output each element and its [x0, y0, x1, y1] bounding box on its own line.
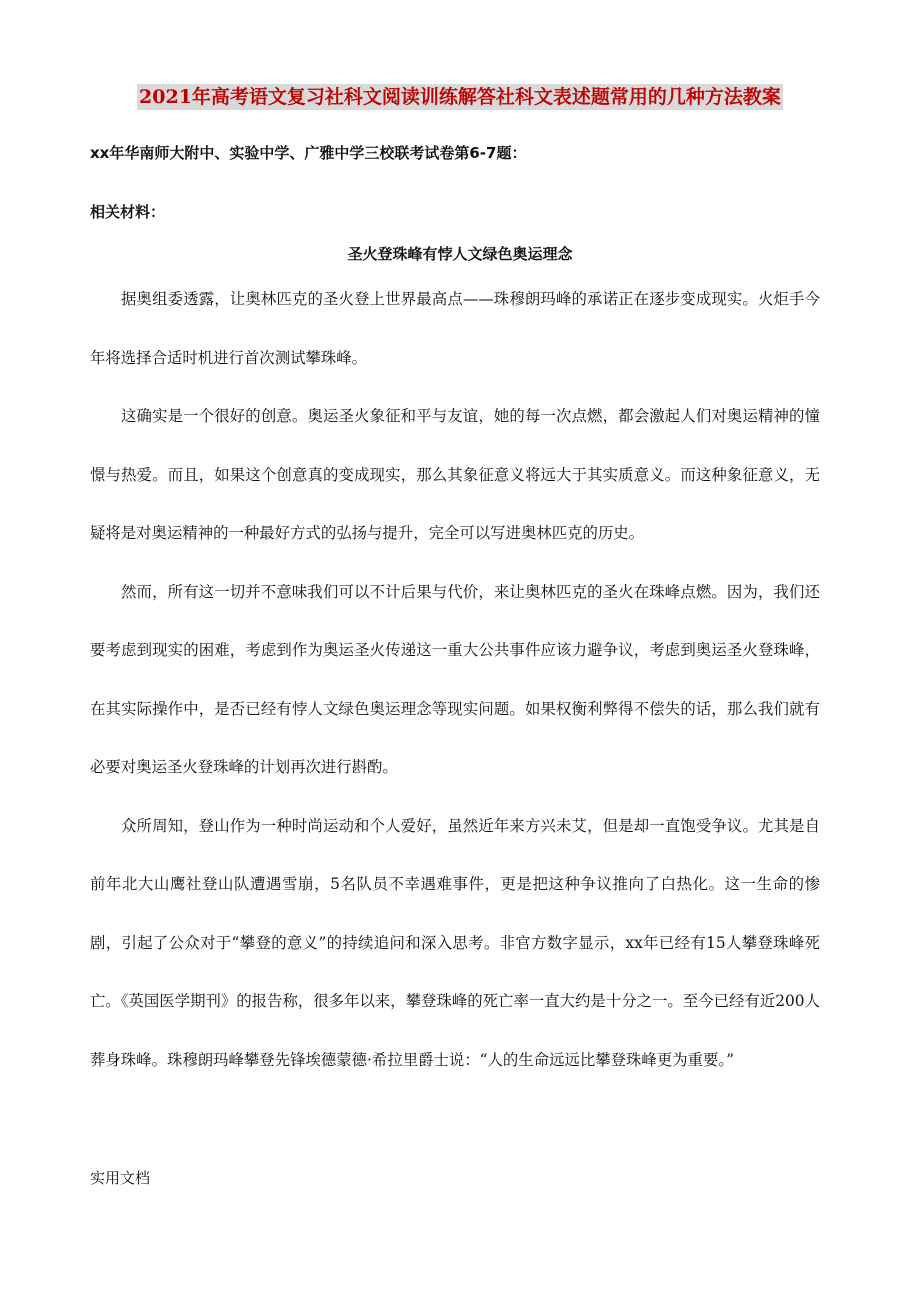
paragraph-4: 众所周知，登山作为一种时尚运动和个人爱好，虽然近年来方兴未艾，但是却一直饱受争议。尤其是自前年北大山鹰社登山队遭遇雪崩，5名队员不幸遇难事件，更是把这种争议推向了白热化。这一生命的惨剧，引起了公众对于“攀登的意义”的持续追问和深入思考。非官方数字显示，xx年已经有15人攀登珠峰死亡。《英国医学期刊》的报告称，很多年以来，攀登珠峰的死亡率一直大约是十分之一。至今已经有近200人葬身珠峰。珠穆朗玛峰攀登先锋埃德蒙德·希拉里爵士说：“人的生命远远比攀登珠峰更为重要。” — [90, 816, 820, 1069]
paragraph-1: 据奥组委透露，让奥林匹克的圣火登上世界最高点——珠穆朗玛峰的承诺正在逐步变成现实。火炬手今年将选择合适时机进行首次测试攀珠峰。 — [90, 290, 820, 367]
paragraph-3: 然而，所有这一切并不意味我们可以不计后果与代价，来让奥林匹克的圣火在珠峰点燃。因为，我们还要考虑到现实的困难，考虑到作为奥运圣火传递这一重大公共事件应该力避争议，考虑到奥运圣火登珠峰，在其实际操作中，是否已经有悖人文绿色奥运理念等现实问题。如果权衡利弊得不偿失的话，那么我们就有必要对奥运圣火登珠峰的计划再次进行斟酌。 — [90, 582, 820, 776]
article-body — [90, 270, 820, 1089]
article-title: 圣火登珠峰有悖人文绿色奥运理念 — [347, 245, 573, 263]
material-label: 相关材料： — [90, 203, 166, 221]
paragraph-2: 这确实是一个很好的创意。奥运圣火象征和平与友谊，她的每一次点燃，都会激起人们对奥运精神的憧憬与热爱。而且，如果这个创意真的变成现实，那么其象征意义将远大于其实质意义。而这种象征意义，无疑将是对奥运精神的一种最好方式的弘扬与提升，完全可以写进奥林匹克的历史。 — [90, 407, 820, 542]
exam-source-line: xx年华南师大附中、实验中学、广雅中学三校联考试卷第6-7题： — [90, 144, 527, 162]
page-footer: 实用文档 — [90, 1169, 151, 1187]
title-bar — [0, 84, 920, 110]
document-title: 2021年高考语文复习社科文阅读训练解答社科文表述题常用的几种方法教案 — [139, 86, 781, 108]
